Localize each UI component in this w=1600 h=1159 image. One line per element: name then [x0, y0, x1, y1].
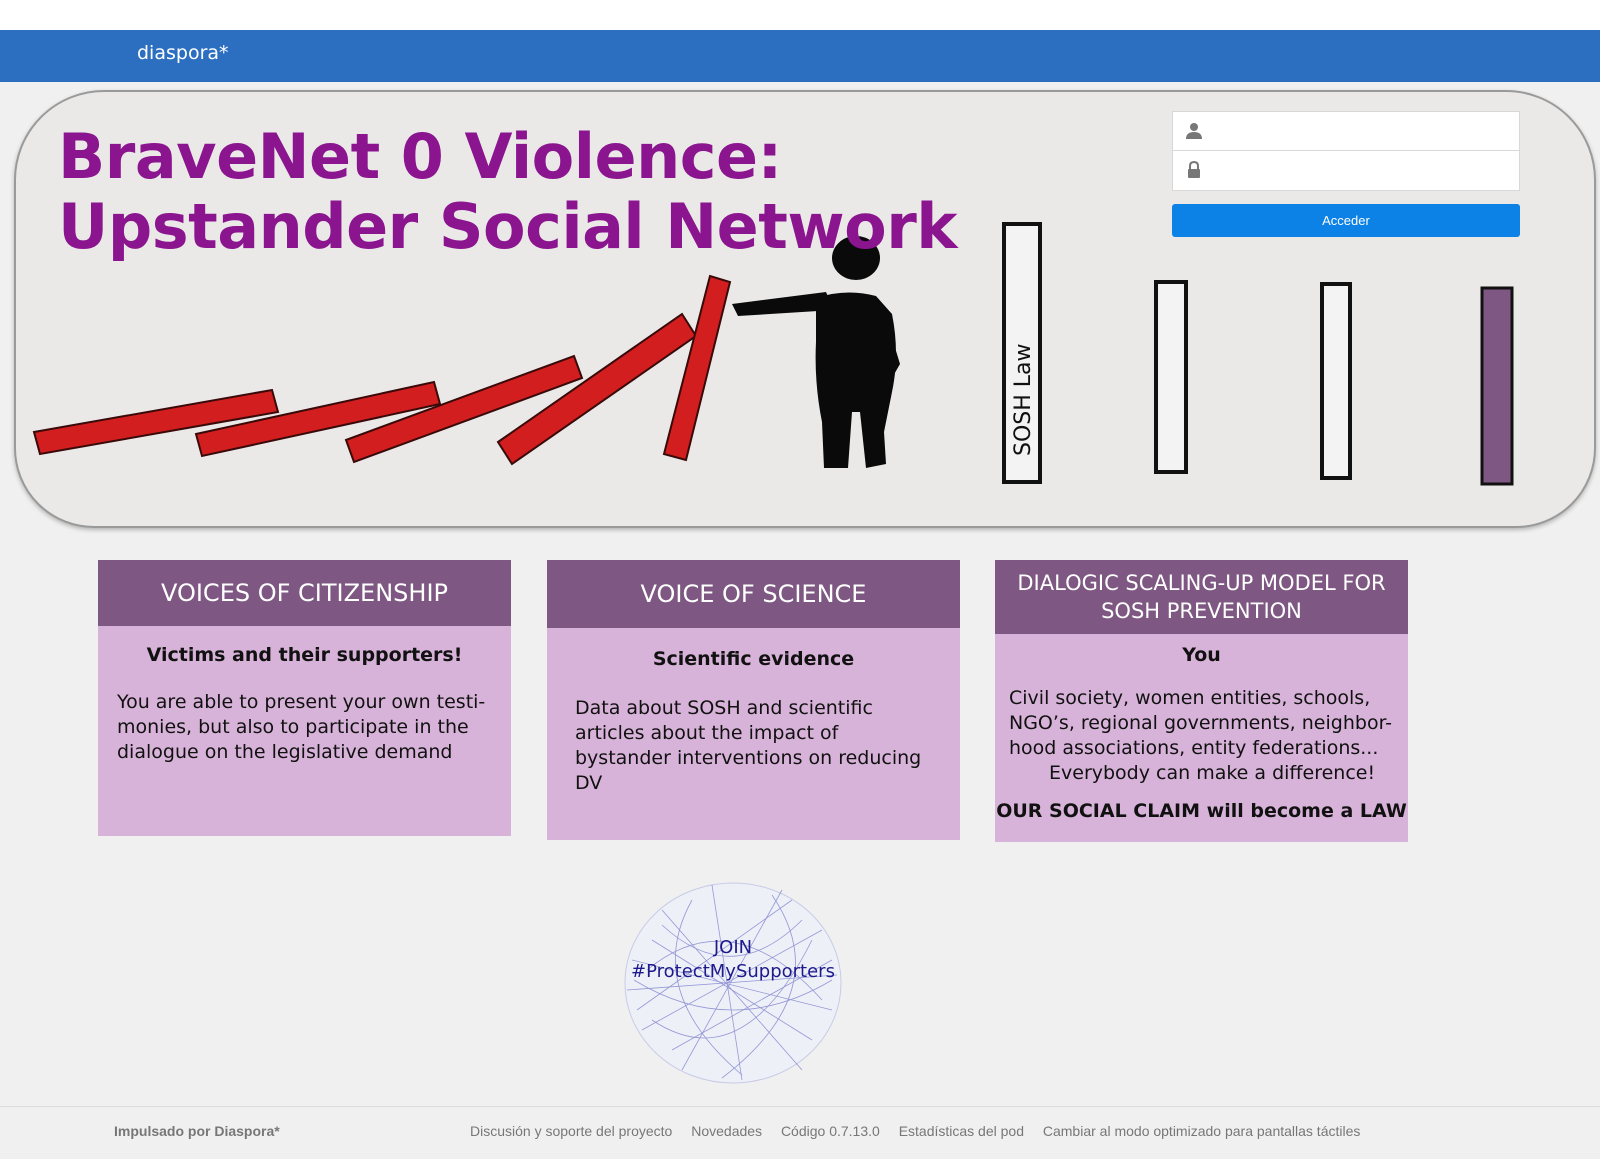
card-dialogic-model	[995, 560, 1408, 842]
join-line-1: JOIN	[713, 937, 753, 958]
pillar-label: SOSH Law	[1011, 343, 1036, 456]
card-body: Civil society, women entities, schools, NGO’s, regional governments, neighbor-hood associations, entity federations...	[1009, 687, 1393, 759]
footer-links	[470, 1123, 1375, 1139]
falling-dominoes	[34, 276, 730, 464]
footer-link-pod-stats[interactable]: Estadísticas del pod	[898, 1123, 1024, 1139]
top-spacer	[0, 0, 1600, 30]
hero-title	[58, 122, 957, 262]
lock-icon	[1185, 161, 1203, 179]
page-footer	[0, 1106, 1600, 1159]
footer-link-mobile-mode[interactable]: Cambiar al modo optimizado para pantallas táctiles	[1042, 1123, 1361, 1139]
card-voice-of-science	[547, 560, 960, 840]
card-body: You are able to present your own testi-monies, but also to participate in the dialogue on the legislative demand	[117, 691, 486, 763]
footer-link-support[interactable]: Discusión y soporte del proyecto	[470, 1123, 673, 1139]
footer-link-news[interactable]: Novedades	[691, 1123, 763, 1139]
hero-title-line-1: BraveNet 0 Violence:	[58, 120, 782, 193]
user-icon	[1185, 122, 1203, 140]
username-input[interactable]	[1211, 112, 1515, 152]
card-subheading: Scientific evidence	[652, 648, 855, 670]
join-hashtag: #ProtectMySupporters	[631, 961, 835, 982]
hero-title-line-2: Upstander Social Network	[58, 190, 958, 263]
card-tagline: Everybody can make a difference!	[1049, 762, 1376, 784]
password-field	[1172, 151, 1520, 191]
card-subheading: You	[1182, 644, 1221, 666]
join-text	[622, 936, 844, 984]
card-body: Data about SOSH and scientific articles about the impact of bystander interventions on reducing DV	[575, 697, 922, 794]
login-button[interactable]: Acceder	[1172, 204, 1520, 237]
join-campaign-badge[interactable]	[622, 880, 844, 1086]
card-heading: VOICES OF CITIZENSHIP	[98, 560, 511, 626]
password-input[interactable]	[1211, 151, 1515, 191]
card-claim: OUR SOCIAL CLAIM will become a LAW	[996, 800, 1407, 822]
top-navbar	[0, 30, 1600, 82]
powered-by-text: Impulsado por Diaspora*	[114, 1123, 280, 1139]
card-heading: VOICE OF SCIENCE	[547, 560, 960, 628]
card-subheading: Victims and their supporters!	[146, 644, 463, 666]
username-field	[1172, 111, 1520, 151]
footer-link-code-version[interactable]: Código 0.7.13.0	[780, 1123, 880, 1139]
login-form	[1172, 111, 1520, 237]
upstander-figure	[732, 236, 900, 468]
card-voices-of-citizenship	[98, 560, 511, 836]
card-heading: DIALOGIC SCALING-UP MODEL FOR SOSH PREVENTION	[995, 560, 1408, 634]
brand-link[interactable]: diaspora*	[137, 42, 229, 64]
standing-pillars	[1004, 224, 1512, 484]
